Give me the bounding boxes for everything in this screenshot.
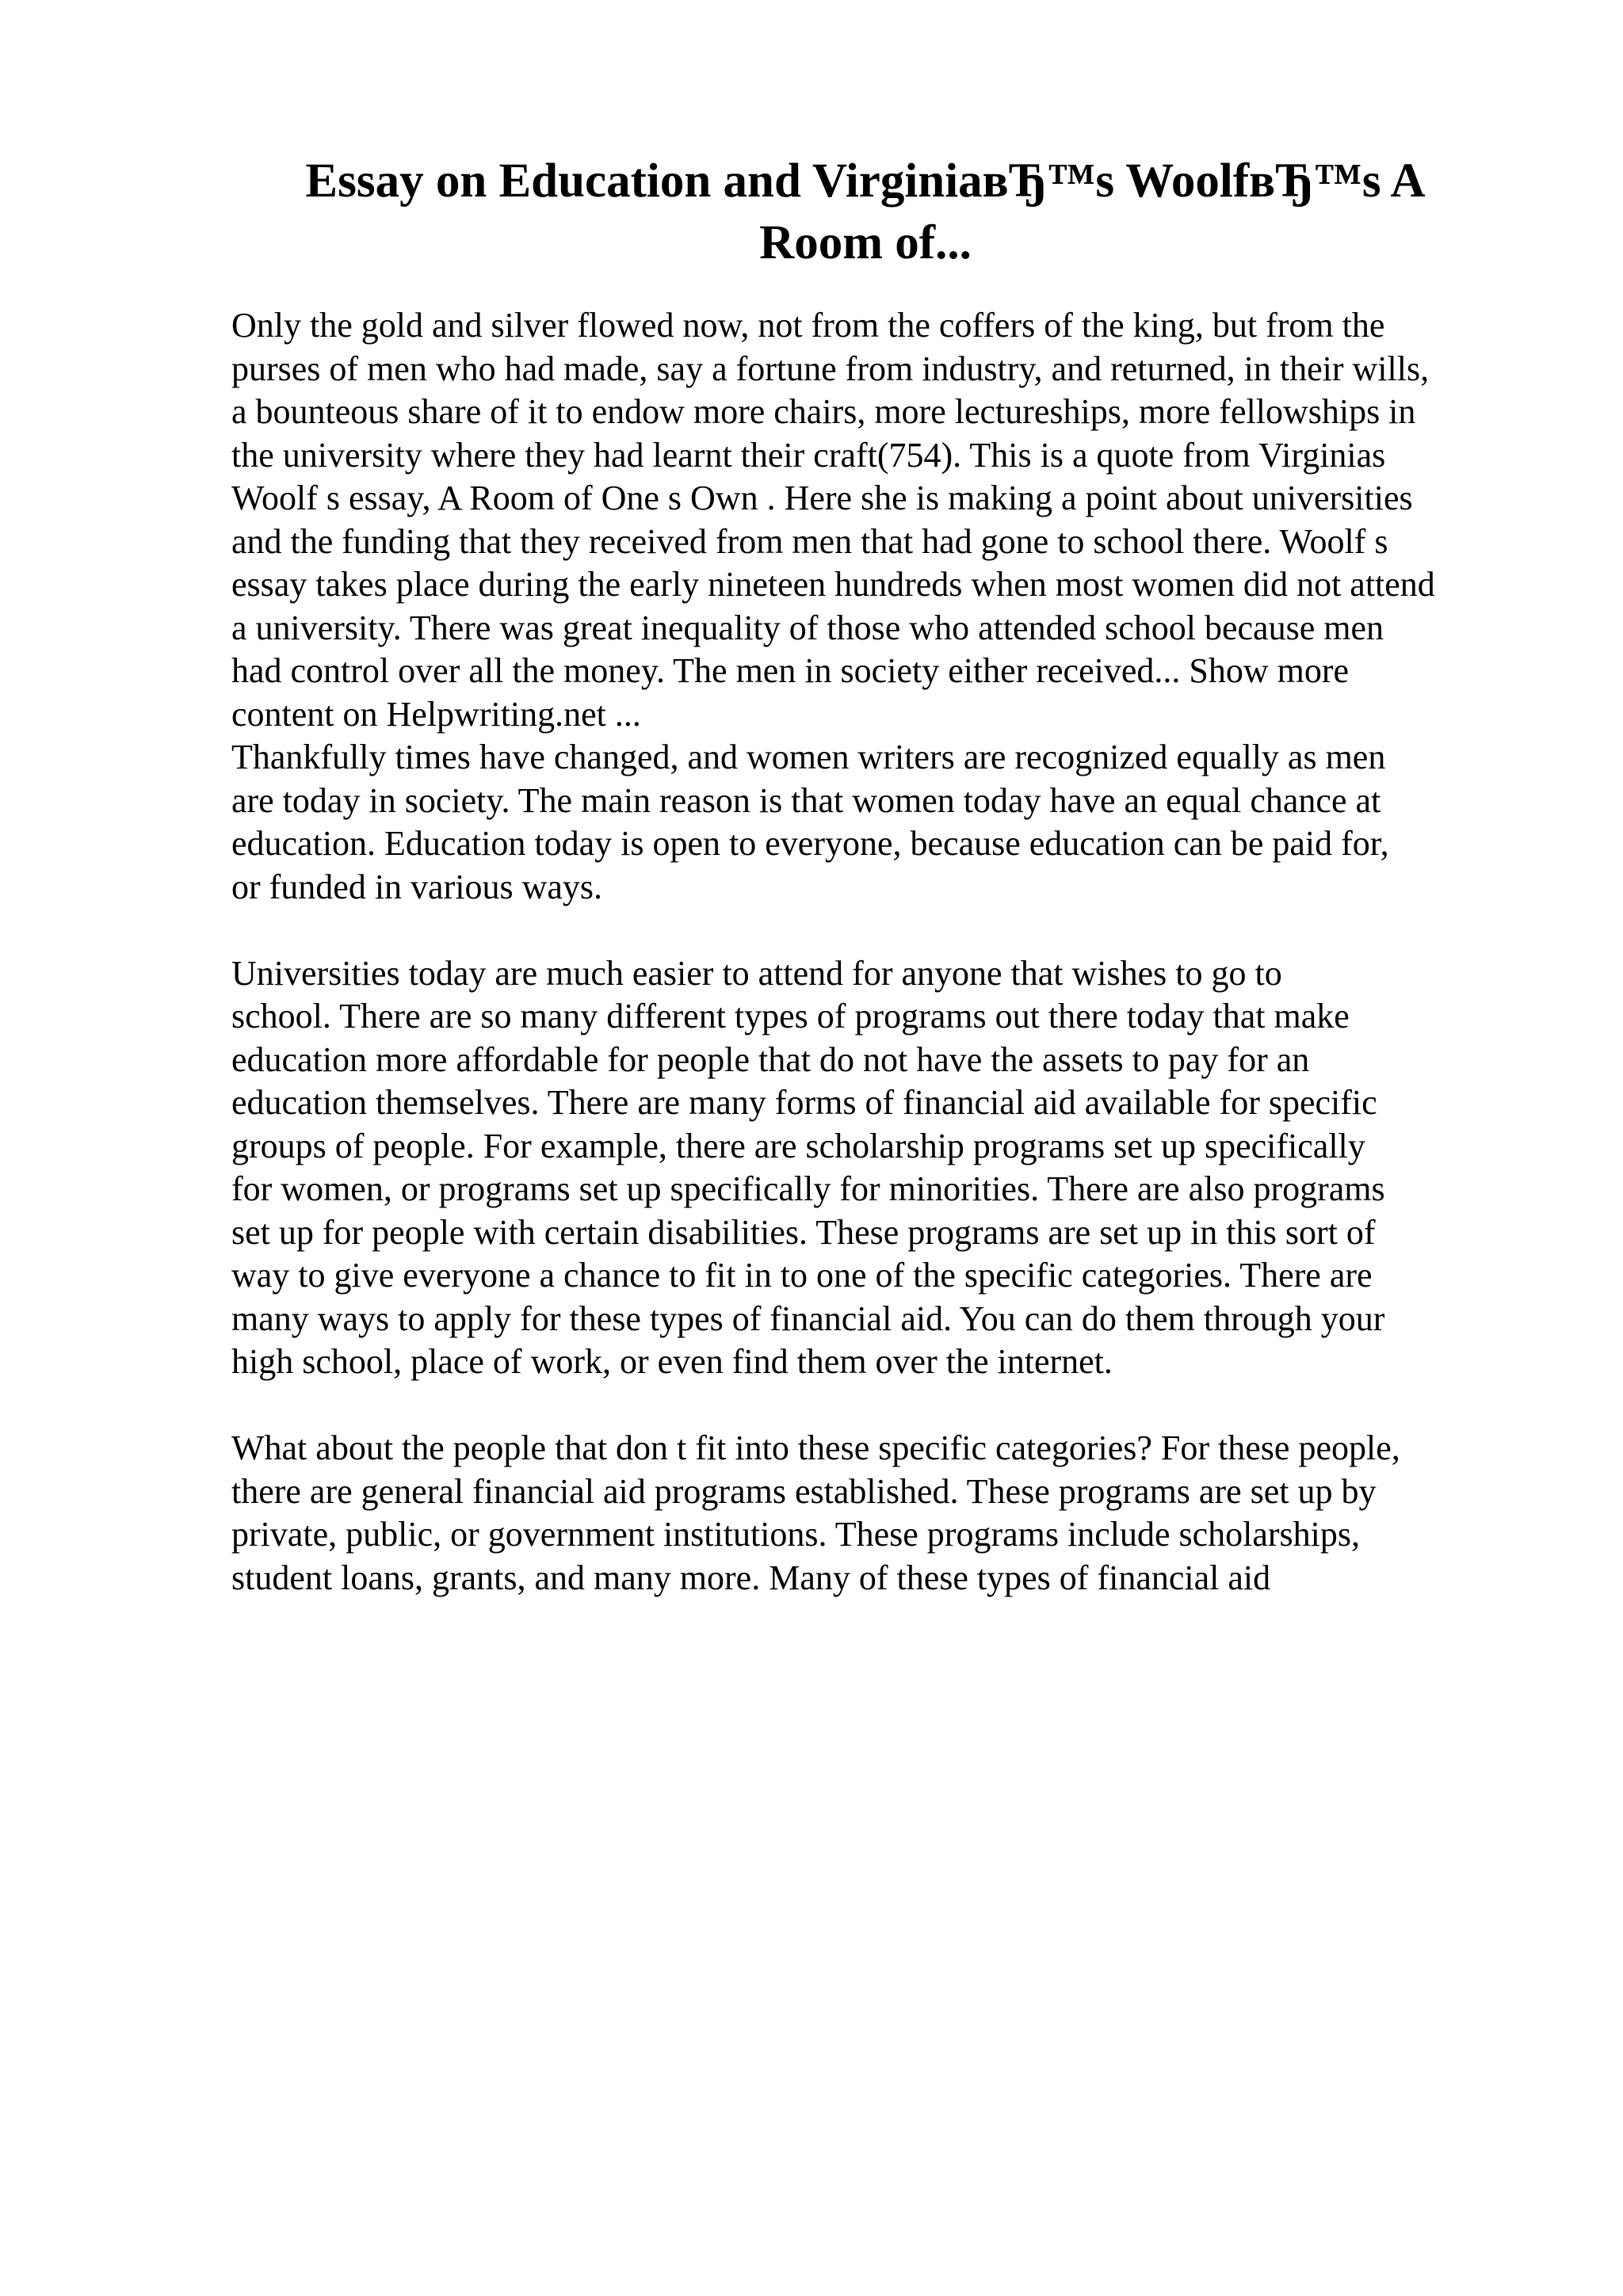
text-line: education. Education today is open to everyone, because education can be paid for, <box>231 824 1389 863</box>
text-line: the university where they had learnt their craft(754). This is a quote from Virginias <box>231 435 1386 475</box>
text-line: education themselves. There are many forms of financial aid available for specific <box>231 1083 1377 1122</box>
text-line: purses of men who had made, say a fortune from industry, and returned, in their wills, <box>231 349 1430 388</box>
text-line: essay takes place during the early nineteen hundreds when most women did not attend <box>231 565 1435 604</box>
text-line: a bounteous share of it to endow more chairs, more lectureships, more fellowships in <box>231 392 1416 431</box>
blank-line <box>231 1384 1531 1428</box>
text-line: are today in society. The main reason is that women today have an equal chance at <box>231 780 1381 820</box>
text-line: Woolf s essay, A Room of One s Own . Here she is making a point about universities <box>231 479 1413 517</box>
text-line: many ways to apply for these types of financial aid. You can do them through your <box>231 1299 1385 1338</box>
text-line: What about the people that don t fit into these specific categories? For these people, <box>231 1428 1400 1467</box>
text-line: student loans, grants, and many more. Many of these types of financial aid <box>231 1558 1271 1597</box>
text-line: education more affordable for people that do not have the assets to pay for an <box>231 1039 1310 1079</box>
blank-line <box>231 909 1531 952</box>
title-line: Room of... <box>759 216 972 269</box>
text-line: there are general financial aid programs established. These programs are set up by <box>231 1471 1377 1511</box>
text-line: Universities today are much easier to attend for anyone that wishes to go to <box>231 953 1282 993</box>
text-line: Thankfully times have changed, and women writers are recognized equally as men <box>231 738 1386 776</box>
text-line: a university. There was great inequality of those who attended school because men <box>231 608 1384 647</box>
text-line: or funded in various ways. <box>231 867 603 906</box>
document-body <box>231 304 1531 1600</box>
text-line: and the funding that they received from men that had gone to school there. Woolf s <box>231 521 1388 561</box>
text-line: groups of people. For example, there are scholarship programs set up specifically <box>231 1126 1365 1165</box>
title-line: Essay on Education and VirginiaвЂ™s WoolfвЂ™s A <box>305 154 1426 208</box>
text-line: set up for people with certain disabilities. These programs are set up in this sort of <box>231 1212 1376 1252</box>
document-title <box>231 151 1499 274</box>
text-line: private, public, or government institutions. These programs include scholarships, <box>231 1515 1361 1554</box>
text-line: for women, or programs set up specifically for minorities. There are also programs <box>231 1169 1385 1208</box>
text-line: content on Helpwriting.net ... <box>231 694 641 734</box>
text-line: school. There are so many different types of programs out there today that make <box>231 997 1350 1035</box>
text-line: had control over all the money. The men in society either received... Show more <box>231 651 1349 690</box>
text-line: way to give everyone a chance to fit in to one of the specific categories. There are <box>231 1256 1373 1295</box>
text-line: Only the gold and silver flowed now, not from the coffers of the king, but from the <box>231 306 1385 345</box>
text-line: high school, place of work, or even find them over the internet. <box>231 1342 1113 1381</box>
